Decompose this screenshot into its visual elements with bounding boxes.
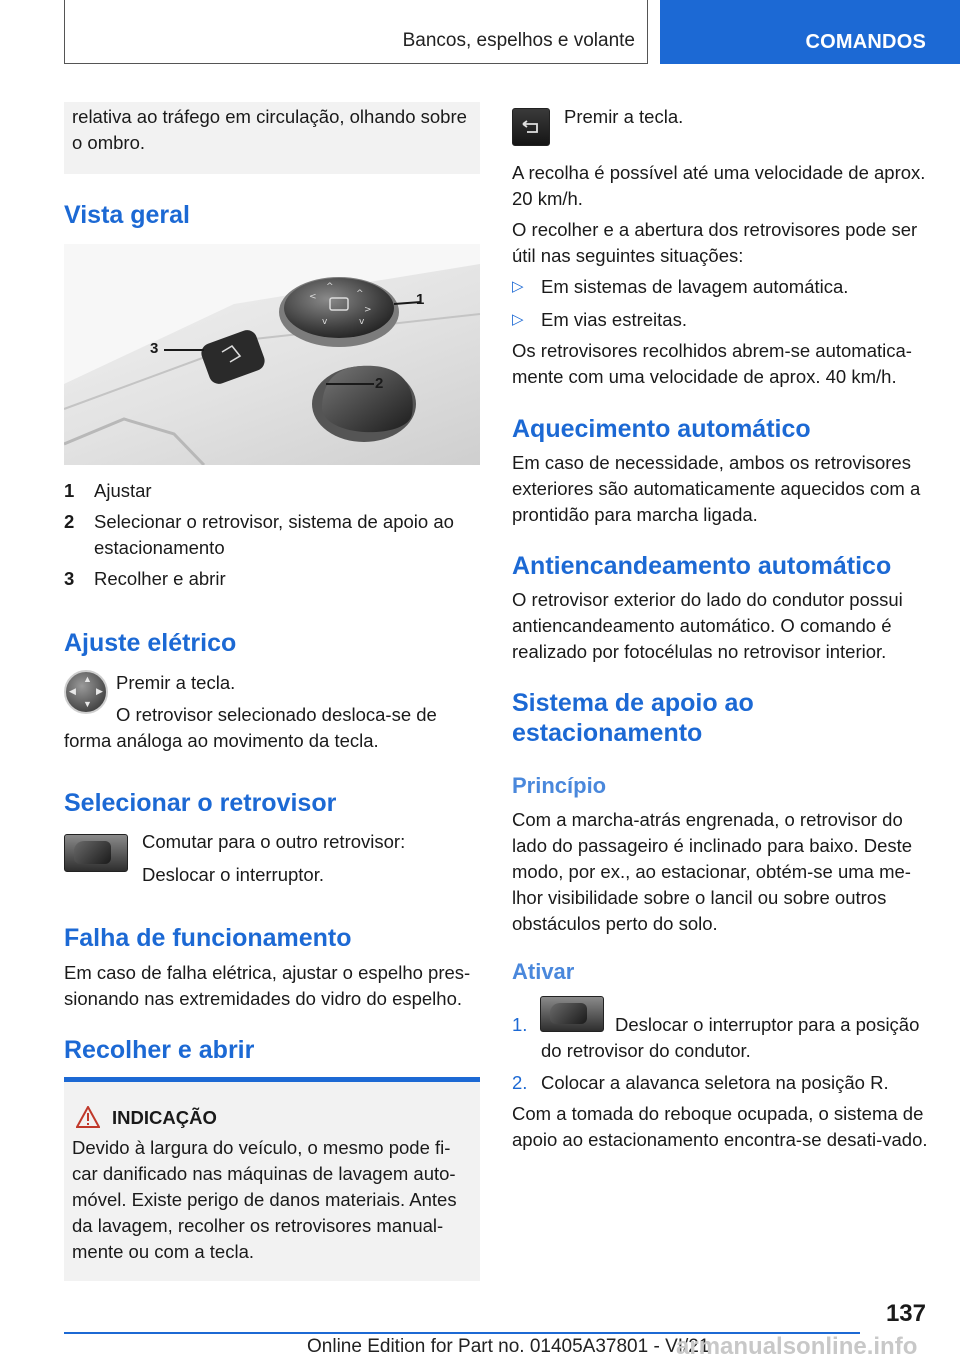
figure-callout-1: 1	[416, 291, 425, 308]
fold-p3: O recolher e a abertura dos retrovisores pode ser útil nas seguintes situações:	[512, 219, 918, 266]
bullet-marker: ▷	[512, 311, 524, 328]
fold-heading: Recolher e abrir	[64, 1036, 255, 1064]
svg-text:^: ^	[326, 282, 334, 292]
watermark: armanualsonline.info	[676, 1333, 918, 1360]
bullet-text: Em sistemas de lavagem automática.	[541, 276, 849, 297]
legend-text: Ajustar	[94, 480, 152, 501]
notice-title: INDICAÇÃO	[112, 1107, 217, 1128]
svg-text:^: ^	[356, 289, 364, 299]
legend-text: Recolher e abrir	[94, 568, 226, 589]
legend-text: Selecionar o retrovisor, sistema de apoio ao estacionamento	[94, 511, 454, 558]
principle-heading: Princípio	[512, 773, 607, 798]
auto-dimming-heading: Antiencandeamento automático	[512, 552, 892, 580]
legend-num: 1	[64, 480, 75, 501]
step-text: Colocar a alavanca seletora na posição R.	[541, 1072, 889, 1093]
electric-adjust-p2: O retrovisor selecionado desloca-se de forma análoga ao movimento da tecla.	[64, 704, 437, 751]
select-mirror-heading: Selecionar o retrovisor	[64, 789, 337, 817]
overview-heading: Vista geral	[64, 201, 191, 229]
step-number: 2.	[512, 1072, 528, 1093]
edition-text: Online Edition for Part no. 01405A37801 - VI/21	[307, 1336, 710, 1357]
principle-text: Com a marcha-atrás engrenada, o retrovisor do lado do passageiro é inclinado para baixo. Deste modo, por ex., ao estacionar, obtém-se uma me-lhor visibilidade sobre o lancil ou sobre outros obstáculos perto do solo.	[512, 809, 913, 934]
header-section-box	[64, 0, 648, 64]
select-mirror-p2: Deslocar o interruptor.	[142, 864, 325, 885]
figure-callout-2: 2	[375, 375, 384, 392]
mirror-select-switch-icon	[64, 834, 128, 872]
mirror-adjust-button-icon: ▲ ▼ ◀ ▶	[64, 670, 108, 714]
fold-p4: Os retrovisores recolhidos abrem-se automatica-mente com uma velocidade de aprox. 40 km/h.	[512, 340, 912, 387]
mirror-controls-illustration	[64, 244, 480, 465]
trailer-socket-text: Com a tomada do reboque ocupada, o sistema de apoio ao estacionamento encontra-se desati-vado.	[512, 1103, 928, 1150]
legend-num: 3	[64, 568, 75, 589]
fold-p1: Premir a tecla.	[564, 106, 684, 127]
bullet-marker: ▷	[512, 278, 524, 295]
malfunction-text: Em caso de falha elétrica, ajustar o espelho pres-sionando nas extremidades do vidro do espelho.	[64, 962, 471, 1009]
chapter-tab-label: COMANDOS	[805, 31, 926, 53]
fold-p2: A recolha é possível até uma velocidade de aprox. 20 km/h.	[512, 162, 926, 209]
mirror-controls-figure	[64, 244, 480, 465]
section-title: Bancos, espelhos e volante	[402, 30, 635, 51]
legend-num: 2	[64, 511, 75, 532]
electric-adjust-heading: Ajuste elétrico	[64, 629, 237, 657]
auto-heating-text: Em caso de necessidade, ambos os retrovisores exteriores são automaticamente aquecidos com a prontidão para marcha ligada.	[512, 452, 921, 525]
auto-heating-heading: Aquecimento automático	[512, 415, 811, 443]
step-number: 1.	[512, 1014, 528, 1035]
step-text: Deslocar o interruptor para a posição do retrovisor do condutor.	[541, 1014, 920, 1061]
svg-text:<: <	[309, 292, 317, 302]
malfunction-heading: Falha de funcionamento	[64, 924, 352, 952]
parking-aid-heading: Sistema de apoio ao estacionamento	[512, 689, 754, 747]
bullet-text: Em vias estreitas.	[541, 309, 687, 330]
page-number: 137	[885, 1300, 926, 1327]
svg-text:v: v	[359, 317, 365, 327]
notice-box	[64, 1077, 480, 1281]
notice-text: Devido à largura do veículo, o mesmo pode fi-car danificado nas máquinas de lavagem auto-móvel. Existe perigo de danos materiais. Antes da lavagem, recolher os retrovisores manual-mente ou com a tecla.	[72, 1137, 457, 1262]
electric-adjust-p1: Premir a tecla.	[116, 672, 236, 693]
svg-text:v: v	[322, 317, 328, 327]
chapter-tab[interactable]	[660, 0, 960, 64]
intro-text: relativa ao tráfego em circulação, olhando sobre o ombro.	[72, 106, 467, 153]
mirror-fold-button-icon	[512, 108, 550, 146]
auto-dimming-text: O retrovisor exterior do lado do condutor possui antiencandeamento automático. O comando é realizado por fotocélulas no retrovisor interior.	[512, 589, 903, 662]
svg-text:>: >	[364, 305, 372, 315]
warning-triangle-icon	[76, 1106, 100, 1128]
activate-heading: Ativar	[512, 959, 575, 984]
figure-callout-3: 3	[150, 340, 159, 357]
select-mirror-p1: Comutar para o outro retrovisor:	[142, 831, 406, 852]
